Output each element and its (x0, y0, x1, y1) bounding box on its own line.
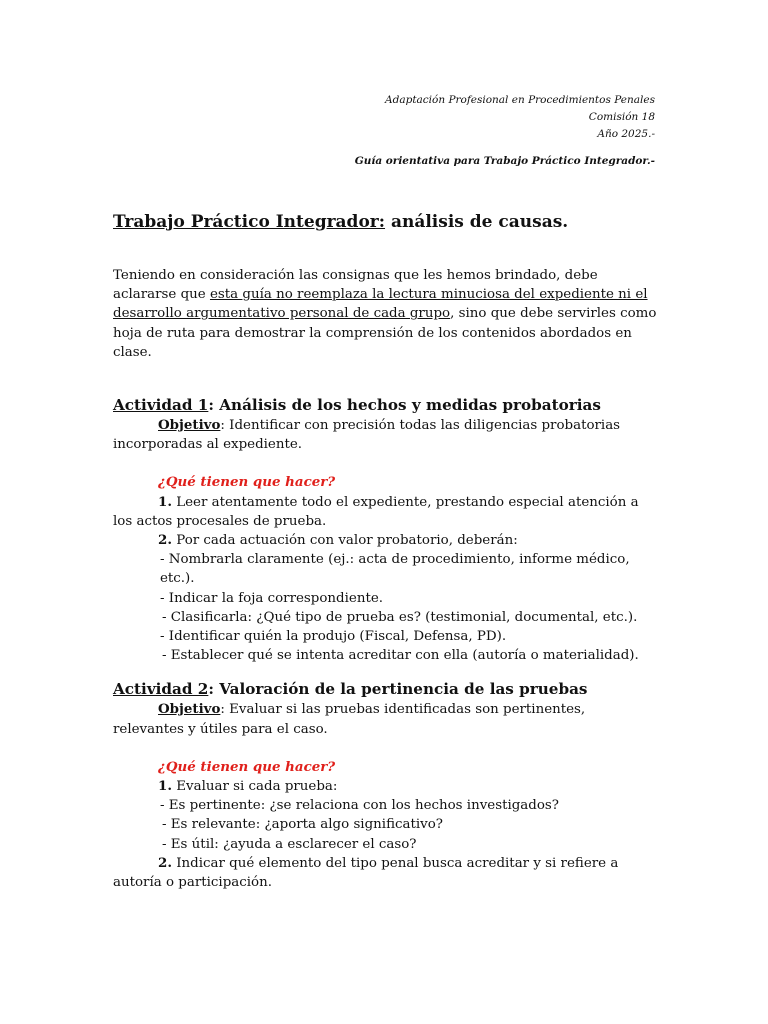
activity1-label: Actividad 1 (113, 396, 209, 415)
activity2-label: Actividad 2 (113, 680, 209, 699)
document-header (235, 92, 655, 170)
activity2-bullet: - Es relevante: ¿aporta algo significativo? (162, 817, 443, 833)
activity1-step2-num: 2. (158, 532, 172, 549)
activity2-step1 (113, 777, 658, 796)
activity2-step2 (113, 854, 658, 892)
activity1-step1-num: 1. (158, 493, 172, 510)
activity2-step1-text: Evaluar si cada prueba: (171, 779, 338, 795)
activity1-bullet: - Nombrarla claramente (ej.: acta de procedimiento, informe médico, etc.). (160, 552, 630, 587)
activity2-objective-label: Objetivo (158, 701, 221, 718)
activity2-step2-num: 2. (158, 854, 172, 871)
activity2-heading (113, 678, 658, 700)
intro-part2: , sino que debe servirles como hoja de ruta para demostrar la comprensión de los contenidos abordados en clase. (113, 306, 657, 360)
activity2-objective (113, 700, 658, 738)
activity1-bullet: - Indicar la foja correspondiente. (160, 590, 384, 606)
activity1-question: ¿Qué tienen que hacer? (158, 474, 336, 491)
activity1-objective (113, 416, 658, 454)
activity1-objective-label: Objetivo (158, 417, 221, 434)
activity1-step2-text: Por cada actuación con valor probatorio, deberán: (171, 533, 518, 549)
title-rest: análisis de causas. (385, 212, 569, 232)
activity2-step2-text: Indicar qué elemento del tipo penal busca acreditar y si refiere a autoría o participación. (113, 855, 619, 891)
activity1-bullet: - Clasificarla: ¿Qué tipo de prueba es? (testimonial, documental, etc.). (162, 609, 638, 625)
title-underlined: Trabajo Práctico Integrador: (113, 212, 386, 232)
activity1-title: : Análisis de los hechos y medidas probatorias (208, 396, 601, 415)
activity1-bullet: - Establecer qué se intenta acreditar con ella (autoría o materialidad). (162, 648, 639, 664)
page-title (113, 210, 658, 234)
year: Año 2025.- (597, 128, 655, 140)
activity1-step1-text: Leer atentamente todo el expediente, prestando especial atención a los actos procesales de prueba. (113, 494, 639, 529)
activity1-heading (113, 394, 658, 416)
intro-paragraph (113, 266, 658, 362)
activity2-step1-num: 1. (158, 778, 172, 795)
activity2-bullet: - Es pertinente: ¿se relaciona con los hechos investigados? (160, 798, 559, 814)
activity1-step2 (113, 531, 658, 550)
guide-title: Guía orientativa para Trabajo Práctico Integrador.- (354, 155, 655, 167)
activity2-title: : Valoración de la pertinencia de las pruebas (208, 680, 588, 699)
activity2-objective-text: : Evaluar si las pruebas identificadas son pertinentes, relevantes y útiles para el caso. (113, 702, 586, 737)
commission: Comisión 18 (588, 111, 655, 123)
activity2-question: ¿Qué tienen que hacer? (158, 758, 336, 775)
activity2-bullet: - Es útil: ¿ayuda a esclarecer el caso? (162, 836, 417, 852)
intro-part1: Teniendo en consideración las consignas que les hemos brindado, debe aclararse que (113, 268, 598, 303)
activity1-step1 (113, 493, 658, 531)
intro-underlined: esta guía no reemplaza la lectura minuciosa del expediente ni el desarrollo argumentativo personal de cada grupo (113, 287, 648, 322)
activity1-bullet: - Identificar quién la produjo (Fiscal, Defensa, PD). (160, 629, 507, 645)
document-body (113, 210, 658, 892)
activity1-objective-text: : Identificar con precisión todas las diligencias probatorias incorporadas al expediente. (113, 418, 621, 453)
course-name: Adaptación Profesional en Procedimientos Penales (385, 94, 655, 106)
